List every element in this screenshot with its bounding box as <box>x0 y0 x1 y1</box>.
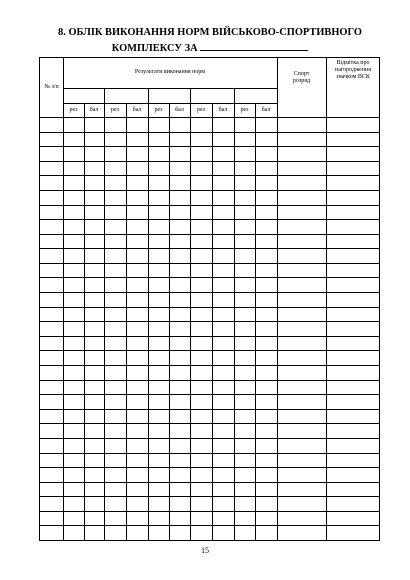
table-row-line <box>40 482 379 483</box>
subheader-top-line <box>63 103 277 104</box>
table-row-line <box>40 423 379 424</box>
table-row-line <box>40 453 379 454</box>
table-row-line <box>40 205 379 206</box>
subcol-line <box>104 88 105 540</box>
table-row-line <box>40 511 379 512</box>
subheader-rez: рез <box>196 107 206 113</box>
table-row-line <box>40 175 379 176</box>
table-row-line <box>40 380 379 381</box>
norms-table <box>39 57 380 541</box>
table-row-line <box>40 321 379 322</box>
table-row-line <box>40 365 379 366</box>
header-results: Результати виконання норм <box>134 69 206 75</box>
table-row-line <box>40 132 379 133</box>
header-award-line-2: нагородження <box>335 67 371 73</box>
title-line-2 <box>30 40 390 56</box>
subcol-line <box>234 88 235 540</box>
table-row-line <box>40 190 379 191</box>
subheader-rez: рез <box>110 107 120 113</box>
header-sport-line-2: розряд <box>292 78 311 84</box>
subcol-line <box>148 88 149 540</box>
page-number: 15 <box>201 546 209 555</box>
header-number: № з/п <box>44 84 59 90</box>
table-row-line <box>40 161 379 162</box>
title-line-1: 8. ОБЛІК ВИКОНАННЯ НОРМ ВІЙСЬКОВО-СПОРТИВНОГО <box>58 27 362 38</box>
table-row-line <box>40 307 379 308</box>
table-row-line <box>40 248 379 249</box>
table-row-line <box>40 409 379 410</box>
results-group-line <box>63 88 277 89</box>
table-row-line <box>40 277 379 278</box>
table-row-line <box>40 146 379 147</box>
subheader-rez: рез <box>240 107 249 113</box>
table-row-line <box>40 496 379 497</box>
table-row-line <box>40 263 379 264</box>
table-row-line <box>40 394 379 395</box>
header-sport-line-1: Спорт <box>293 71 310 77</box>
table-row-line <box>40 438 379 439</box>
header-award-line-1: Відмітка про <box>336 60 370 66</box>
subheader-bal: бал <box>261 107 271 113</box>
subheader-rez: рез <box>69 107 78 113</box>
header-award-line-3: значком ВСК <box>336 74 370 80</box>
subcol-line <box>277 88 278 540</box>
table-row-line <box>40 219 379 220</box>
table-row-line <box>40 350 379 351</box>
header-award-mark <box>326 60 380 81</box>
subcol-line <box>190 88 191 540</box>
subheader-bal: бал <box>89 107 99 113</box>
page-title <box>30 26 390 56</box>
title-line-2-text: КОМПЛЕКСУ ЗА <box>111 43 198 54</box>
table-row-line <box>40 336 379 337</box>
table-row-line <box>40 525 379 526</box>
table-row-line <box>40 234 379 235</box>
subheader-rez: рез <box>154 107 163 113</box>
table-row-line <box>40 467 379 468</box>
header-bottom-line <box>40 117 379 118</box>
subheader-bal: бал <box>218 107 228 113</box>
title-blank-line <box>200 40 308 51</box>
subheader-bal: бал <box>175 107 184 113</box>
header-sport-rank <box>277 71 326 85</box>
subheader-bal: бал <box>132 107 142 113</box>
table-row-line <box>40 292 379 293</box>
